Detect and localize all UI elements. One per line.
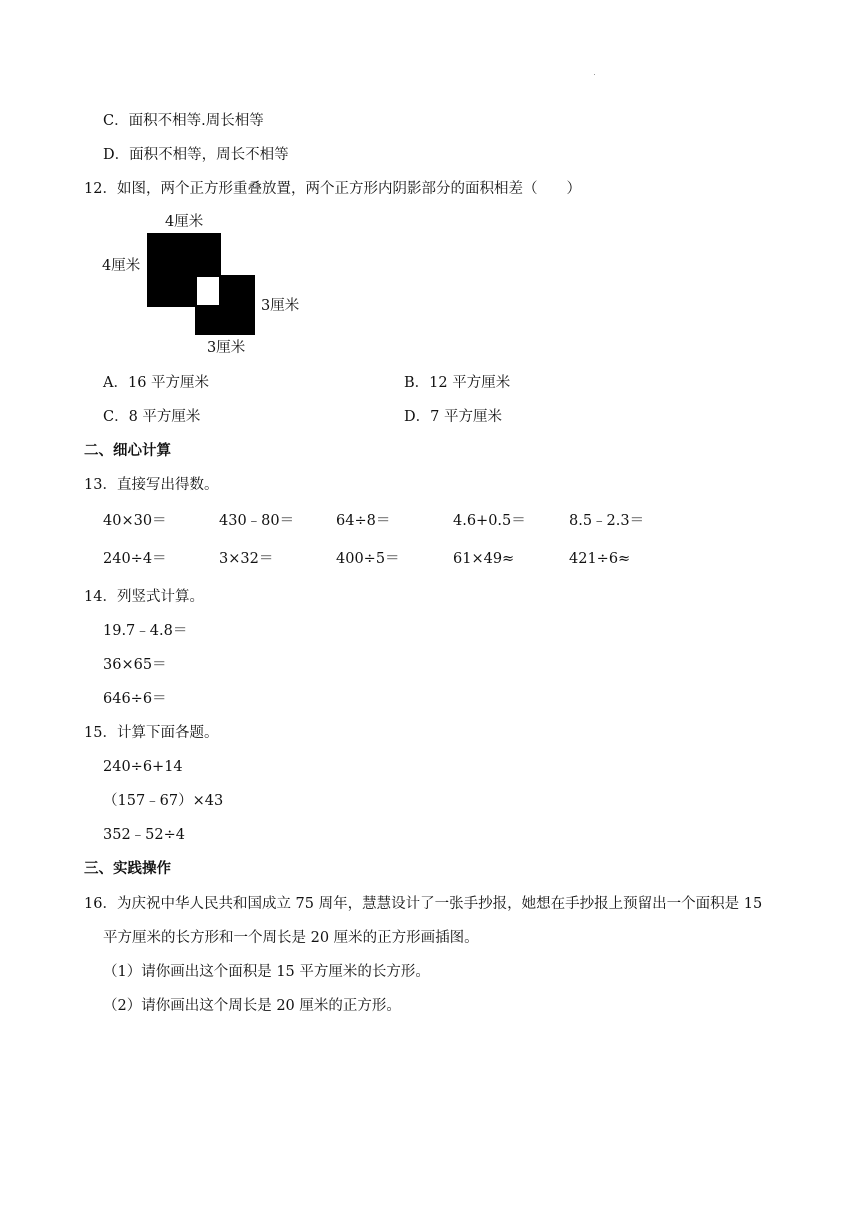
q12-question: 12．如图，两个正方形重叠放置，两个正方形内阴影部分的面积相差（ ）	[84, 181, 581, 197]
q13-question: 13．直接写出得数。	[84, 477, 219, 493]
q11-option-d: D．面积不相等，周长不相等	[103, 147, 289, 163]
overlapping-squares-figure	[95, 205, 315, 365]
q13-item: 421÷6≈	[569, 551, 631, 567]
q12-option-a: A．16 平方厘米	[103, 375, 210, 391]
right-side-label: 3厘米	[261, 298, 300, 314]
page-mark	[594, 74, 595, 75]
q13-item: 430﹣80＝	[219, 513, 295, 529]
q15-item: （157﹣67）×43	[103, 793, 224, 809]
section-3-title: 三、实践操作	[84, 861, 171, 877]
q14-item: 19.7﹣4.8＝	[103, 623, 188, 639]
q15-question: 15．计算下面各题。	[84, 725, 219, 741]
q13-item: 400÷5＝	[336, 551, 400, 567]
q13-item: 8.5﹣2.3＝	[569, 513, 645, 529]
left-side-label: 4厘米	[102, 258, 141, 274]
overlap-region	[197, 277, 219, 305]
q14-question: 14．列竖式计算。	[84, 589, 204, 605]
q11-option-c: C．面积不相等.周长相等	[103, 113, 264, 129]
q14-item: 646÷6＝	[103, 691, 167, 707]
bottom-side-label: 3厘米	[207, 340, 246, 356]
q13-item: 240÷4＝	[103, 551, 167, 567]
section-2-title: 二、细心计算	[84, 443, 171, 459]
q13-item: 3×32＝	[219, 551, 274, 567]
top-side-label: 4厘米	[165, 214, 204, 230]
q12-option-b: B．12 平方厘米	[404, 375, 511, 391]
q15-item: 352﹣52÷4	[103, 827, 186, 843]
q14-item: 36×65＝	[103, 657, 167, 673]
q16-question-line2: 平方厘米的长方形和一个周长是 20 厘米的正方形画插图。	[103, 930, 479, 946]
q15-item: 240÷6+14	[103, 759, 183, 775]
q13-item: 4.6+0.5＝	[453, 513, 526, 529]
q12-option-c: C．8 平方厘米	[103, 409, 201, 425]
q13-item: 40×30＝	[103, 513, 167, 529]
q13-item: 64÷8＝	[336, 513, 391, 529]
q16-question-line1: 16．为庆祝中华人民共和国成立 75 周年，慧慧设计了一张手抄报，她想在手抄报上预留出一个面积是 15	[84, 896, 763, 912]
q12-option-d: D．7 平方厘米	[404, 409, 502, 425]
q16-subquestion-1: （1）请你画出这个面积是 15 平方厘米的长方形。	[103, 964, 430, 980]
q13-item: 61×49≈	[453, 551, 515, 567]
q16-subquestion-2: （2）请你画出这个周长是 20 厘米的正方形。	[103, 998, 401, 1014]
